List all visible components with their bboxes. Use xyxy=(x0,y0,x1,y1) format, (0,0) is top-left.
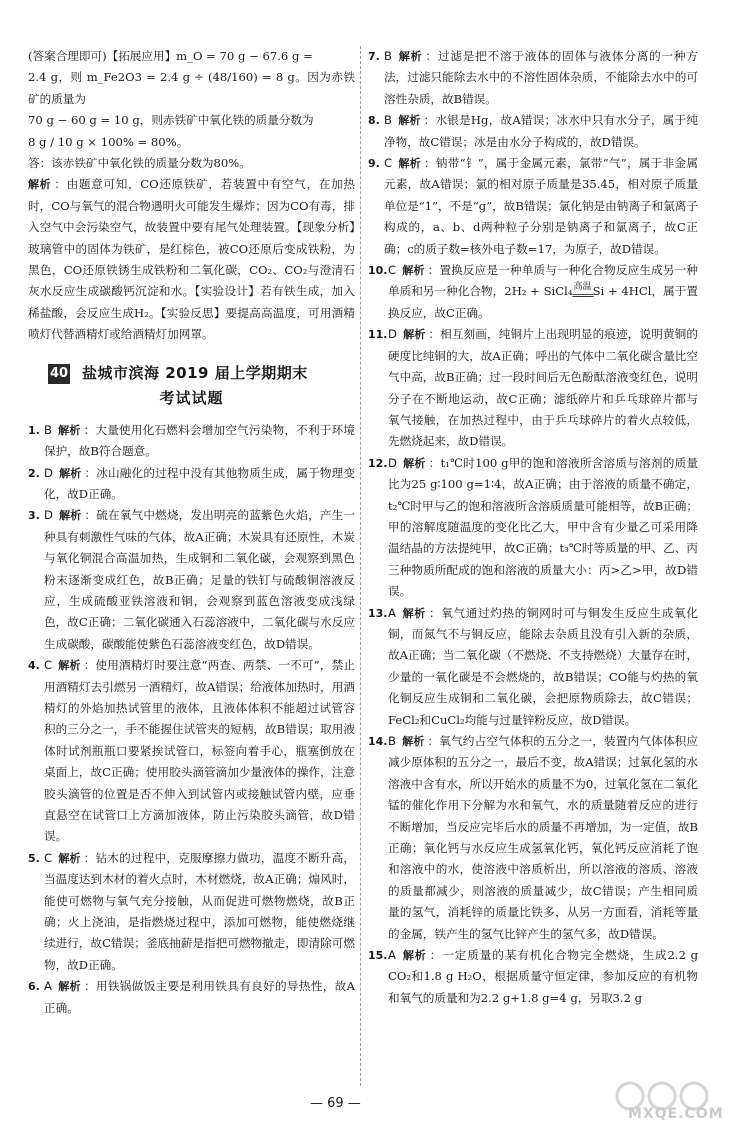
answer-line-3: 70 g − 60 g = 10 g，则赤铁矿中氧化铁的质量分数为 xyxy=(28,113,314,128)
question-number: 11. xyxy=(368,328,388,342)
explanation-text: ：钻木的过程中，克服摩擦力做功，温度不断升高，当温度达到木材的着火点时，木材燃烧，故A正确；煽风时，能使可燃物与氧气充分接触，从而促进可燃物燃烧，故B正确；火上浇油，是指燃烧过程中，添加可燃物，能使燃烧继续进行，故C错误；釜底抽薪是指把可燃物撤走，即清除可燃物，故D正确。 xyxy=(44,850,356,972)
page-number: — 69 — xyxy=(310,1096,361,1111)
analysis-label: 解析 xyxy=(402,328,426,342)
analysis-label: 解析 xyxy=(58,466,82,480)
answer-item xyxy=(28,505,355,655)
answer-item xyxy=(28,463,355,506)
answer-item xyxy=(368,603,698,731)
answer-letter: A xyxy=(44,979,52,994)
analysis-paragraph xyxy=(28,174,355,345)
analysis-label: 解析 xyxy=(402,264,425,278)
answer-letter: D xyxy=(44,508,53,523)
answer-item xyxy=(368,453,698,603)
question-number: 6. xyxy=(28,980,40,994)
answer-item xyxy=(368,153,698,260)
answer-letter: D xyxy=(388,327,397,342)
column-divider xyxy=(360,46,361,1086)
watermark-text: MXQE.COM xyxy=(628,1106,724,1122)
explanation-text: ：t₁℃时100 g甲的饱和溶液所含溶质与溶剂的质量比为25 g∶100 g=1∶4，故A正确；由于溶液的质量不确定，t₂℃时甲与乙的饱和溶液所含溶质质量可能相等，故B正确；甲的溶解度随温度的变化比乙大，甲中含有少量乙可采用降温结晶的方法提纯甲，故C正确；t₃℃时等质量的甲、乙、丙三种物质所配成的饱和溶液的质量大小：丙>乙>甲，故D错误。 xyxy=(388,455,698,599)
explanation-text: ：置换反应是一种单质与一种化合物反应生成另一种单质和另一种化合物，2H₂ + SiCl₄ xyxy=(388,263,698,299)
explanation-text: ：冰山融化的过程中没有其他物质生成，属于物理变化，故D正确。 xyxy=(44,465,355,501)
question-number: 1. xyxy=(28,423,40,437)
reaction-arrow xyxy=(572,282,592,302)
explanation-text: ：钠带“钅”，属于金属元素，氯带“气”，属于非金属元素，故A错误；氯的相对原子质量是35.45，相对原子质量单位是“1”，不是“g”，故B错误；氯化钠是由钠离子和氯离子构成的，a、b、d两种粒子分别是钠离子和氯离子，故C正确；c的质子数=核外电子数=17，为原子，故D错误。 xyxy=(384,156,698,256)
answer-item xyxy=(28,420,355,463)
explanation-text: ：大量使用化石燃料会增加空气污染物，不利于环境保护，故B符合题意。 xyxy=(44,422,355,459)
explanation-text: ：水银是Hg，故A错误；冰水中只有水分子，属于纯净物，故C错误；冰是由水分子构成的，故D错误。 xyxy=(384,113,698,149)
answer-letter: C xyxy=(388,263,397,278)
question-number: 12. xyxy=(368,456,388,470)
right-column xyxy=(368,46,698,1009)
question-number: 14. xyxy=(368,735,388,748)
analysis-label: 解析 xyxy=(58,659,81,673)
section-title: 盐城市滨海 2019 届上学期期末 xyxy=(82,363,308,382)
right-answer-list xyxy=(368,46,698,1009)
analysis-label: 解析 xyxy=(57,980,81,994)
answer-letter: C xyxy=(44,850,53,865)
reaction-condition: 高温 xyxy=(573,282,592,293)
analysis-label: 解析 xyxy=(398,157,421,171)
left-column xyxy=(28,46,355,1019)
analysis-label: 解析 xyxy=(58,509,82,523)
answer-item xyxy=(368,110,698,153)
answer-letter: B xyxy=(44,422,52,437)
question-number: 13. xyxy=(368,606,388,620)
answer-item xyxy=(368,731,698,945)
question-number: 9. xyxy=(368,157,380,171)
answer-letter: B xyxy=(388,734,396,748)
answer-conclusion: 答：该赤铁矿中氧化铁的质量分数为80%。 xyxy=(28,156,251,171)
analysis-label: 解析 xyxy=(397,50,423,63)
left-answer-list xyxy=(28,420,355,1019)
analysis-label: 解析 xyxy=(401,949,427,963)
analysis-label: 解析 xyxy=(28,178,52,192)
analysis-label: 解析 xyxy=(397,114,421,128)
answer-line-4: 8 g / 10 g × 100% = 80%。 xyxy=(28,134,189,149)
analysis-label: 解析 xyxy=(401,735,425,748)
question-number: 5. xyxy=(28,851,40,865)
explanation-text: ：氧气通过灼热的铜网时可与铜发生反应生成氧化铜，而氮气不与铜反应，能除去杂质且没有引入新的杂质，故A正确；当二氧化碳（不燃烧、不支持燃烧）大量存在时，少量的一氧化碳是不会燃烧的，故B错误；CO能与灼热的氧化铜反应生成铜和二氧化碳，会把原物质除去，故C错误；FeCl₂和CuCl₂均能与过量锌粉反应，故D错误。 xyxy=(388,605,698,727)
explanation-text: ：用铁锅做饭主要是利用铁具有良好的导热性，故A正确。 xyxy=(44,979,356,1015)
arrow-icon: ════ xyxy=(572,291,593,303)
answer-letter: C xyxy=(384,156,393,171)
answer-line-1: (答案合理即可)【拓展应用】m_O = 70 g − 67.6 g = xyxy=(28,49,313,63)
question-number: 2. xyxy=(28,466,40,480)
question-number: 4. xyxy=(28,659,40,673)
answer-item xyxy=(368,46,698,110)
section-heading xyxy=(28,360,355,412)
question-number: 15. xyxy=(368,949,388,963)
answer-letter: B xyxy=(384,49,392,63)
answer-letter: A xyxy=(388,948,396,963)
explanation-text: ：过滤是把不溶于液体的固体与液体分离的一种方法，过滤只能除去水中的不溶性固体杂质，不能除去水中的可溶性杂质，故B错误。 xyxy=(384,49,698,106)
explanation-text: ：氧气约占空气体积的五分之一，装置内气体体积应减少原体积的五分之一，最后不变，故A错误；过氧化氢的水溶液中含有水，所以开始水的质量不为0，过氧化氢在二氧化锰的催化作用下分解为水和氧气，水的质量随着反应的进行不断增加，当反应完毕后水的质量不再增加，为一定值，故B正确；氧化钙与水反应生成氢氧化钙，氧化钙反应消耗了饱和溶液中的水，使溶液中溶质析出，所以溶液的溶质、溶液的质量都减少，则溶液的质量减少，故C错误；产生相同质量的氢气，消耗锌的质量比铁多，从另一方面看，消耗等量的金属，铁产生的氢气比锌产生的氢气多，故D错误。 xyxy=(388,734,698,941)
section-subtitle: 考试试题 xyxy=(159,388,224,407)
analysis-text: ：由题意可知，CO还原铁矿，若装置中有空气，在加热时，CO与氧气的混合物遇明火可能发生爆炸；因为CO有毒，排入空气中会污染空气，故装置中要有尾气处理装置。【现象分析】玻璃管中的固体为铁矿，是红棕色，被CO还原后变成铁粉，为黑色，CO还原铁锈生成铁粉和二氧化碳，CO₂、CO₂与澄清石灰水反应生成碳酸钙沉淀和水。【实验设计】若有铁生成，加入稀盐酸，会反应生成H₂。【实验反思】要提高高温度，可用酒精喷灯代替酒精灯或给酒精灯加网罩。 xyxy=(28,177,355,342)
answer-letter: A xyxy=(388,605,396,620)
explanation-text: ：一定质量的某有机化合物完全燃烧，生成2.2 g CO₂和1.8 g H₂O，根据质量守恒定律，参加反应的有机物和氧气的质量和为2.2 g+1.8 g=4 g，另取3.2 g xyxy=(388,948,699,1005)
explanation-text: ：使用酒精灯时要注意“两查、两禁、一不可”，禁止用酒精灯去引燃另一酒精灯，故A错误；给液体加热时，用酒精灯的外焰加热试管里的液体，且液体体积不能超过试管容积的三分之一，手不能握住试管夹的短柄，故B错误；取用液体时试剂瓶瓶口要紧挨试管口，标签向着手心，瓶塞倒放在桌面上，故C正确；使用胶头滴管滴加少量液体的操作，注意胶头滴管的位置是否不伸入到试管内或接触试管内壁，应垂直悬空在试管口上方滴加液体，防止污染胶头滴管，故D错误。 xyxy=(44,658,356,844)
analysis-label: 解析 xyxy=(58,851,81,865)
explanation-text: Si + 4HCl，属于置换反应，故C正确。 xyxy=(388,284,698,320)
analysis-label: 解析 xyxy=(401,606,426,620)
answer-item xyxy=(28,655,355,848)
answer-letter: D xyxy=(388,455,397,470)
answer-item xyxy=(368,260,698,324)
answer-item xyxy=(28,848,355,976)
section-number-badge: 40 xyxy=(48,364,70,384)
analysis-label: 解析 xyxy=(402,456,426,470)
answer-letter: D xyxy=(44,465,53,480)
answer-letter: C xyxy=(44,658,53,673)
explanation-text: ：相互刻画，纯铜片上出现明显的痕迹，说明黄铜的硬度比纯铜的大，故A正确；呼出的气体中二氧化碳含量比空气中高，故B正确；过一段时间后无色酚酞溶液变红色，说明分子在不断地运动，故C正确；滤纸碎片和乒乓球碎片都与氧气接触，在加热过程中，由于乒乓球碎片的着火点较低，先燃烧起来，故D错误。 xyxy=(388,327,699,449)
answer-line-2: 2.4 g，则 m_Fe2O3 = 2.4 g ÷ (48/160) = 8 g。因为赤铁矿的质量为 xyxy=(28,70,355,106)
answer-letter: B xyxy=(384,113,392,128)
answer-item xyxy=(368,945,698,1009)
answer-item xyxy=(368,324,698,452)
question-number: 8. xyxy=(368,114,380,128)
explanation-text: ：硫在氧气中燃烧，发出明亮的蓝紫色火焰，产生一种具有刺激性气味的气体，故A正确；木炭具有还原性，木炭与氧化铜混合高温加热，生成铜和二氧化碳，会观察到黑色粉末逐渐变成红色，故B正确；足量的铁钉与硫酸铜溶液反应，生成硫酸亚铁溶液和铜，会观察到蓝色溶液变成浅绿色，故C正确；二氧化碳通入石蕊溶液中，二氧化碳与水反应生成碳酸，碳酸能使紫色石蕊溶液变红色，故D错误。 xyxy=(44,508,355,651)
question-number: 10. xyxy=(368,264,388,278)
question-number: 7. xyxy=(368,50,380,63)
answer-item xyxy=(28,976,355,1019)
analysis-label: 解析 xyxy=(57,423,81,437)
question-number: 3. xyxy=(28,509,40,523)
